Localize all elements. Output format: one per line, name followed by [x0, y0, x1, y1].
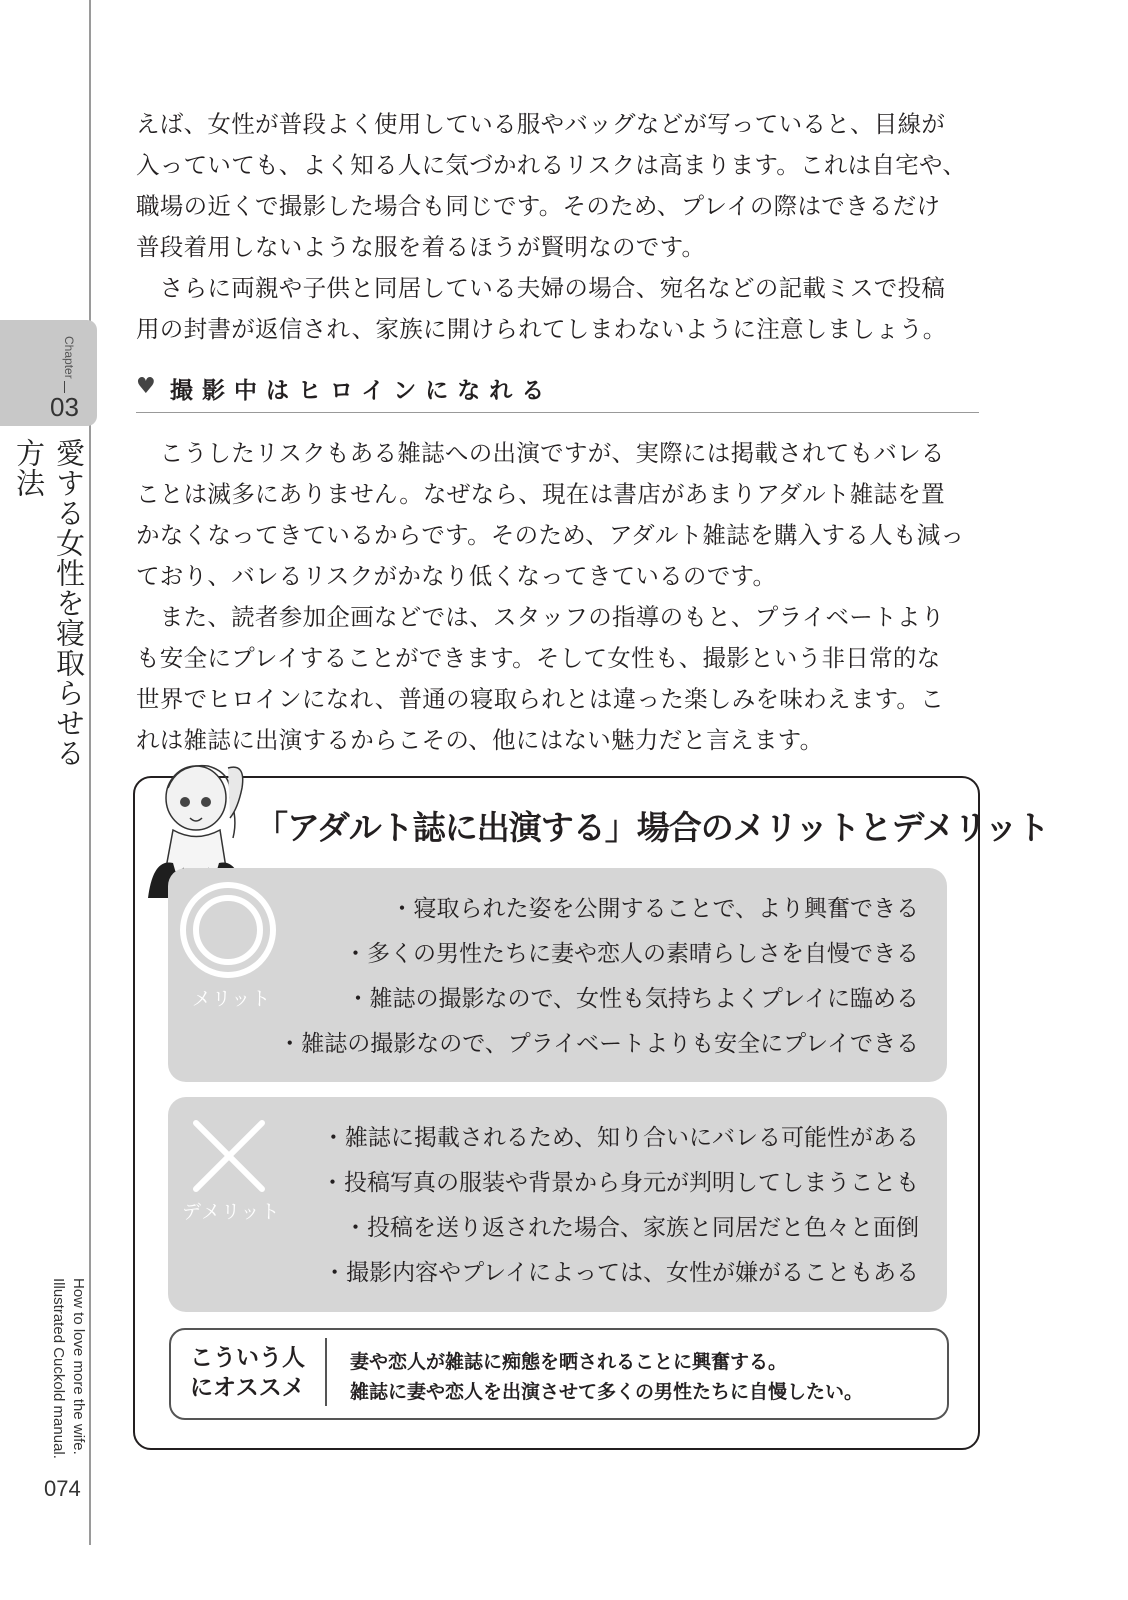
- recommendation-line: 妻や恋人が雑誌に痴態を晒されることに興奮する。: [350, 1351, 788, 1373]
- chapter-label: Chapter: [62, 336, 76, 379]
- text-line: ており、バレるリスクがかなり低くなってきているのです。: [136, 562, 777, 590]
- cross-icon: [190, 1117, 268, 1195]
- demerit-item: ・撮影内容やプレイによっては、女性が嫌がることもある: [323, 1260, 919, 1286]
- text-line: かなくなってきているからです。そのため、アダルト雑誌を購入する人も減っ: [136, 521, 965, 549]
- section-heading-text: 撮影中はヒロインになれる: [170, 378, 554, 404]
- text-line: 職場の近くで撮影した場合も同じです。そのため、プレイの際はできるだけ: [136, 192, 941, 220]
- heart-icon: ♥: [136, 374, 156, 399]
- english-title-line: Illustrated Cuckold manual.: [50, 1278, 67, 1459]
- merit-panel: [168, 868, 947, 1082]
- text-line: 世界でヒロインになれ、普通の寝取られとは違った楽しみを味わえます。こ: [136, 685, 945, 713]
- demerit-item: ・投稿を送り返された場合、家族と同居だと色々と面倒: [344, 1215, 919, 1241]
- text-line: また、読者参加企画などでは、スタッフの指導のもと、プライベートより: [136, 603, 945, 631]
- merit-label: メリット: [192, 988, 272, 1010]
- merit-item: ・寝取られた姿を公開することで、より興奮できる: [390, 896, 919, 922]
- demerit-item: ・雑誌に掲載されるため、知り合いにバレる可能性がある: [321, 1125, 919, 1151]
- chapter-title-vertical: 愛する女性を寝取らせる方法: [12, 438, 86, 768]
- text-line: 用の封書が返信され、家族に開けられてしまわないように注意しましょう。: [136, 315, 947, 343]
- circle-icon: [176, 878, 280, 982]
- text-line: 普段着用しないような服を着るほうが賢明なのです。: [136, 233, 706, 261]
- english-title-line: How to love more the wife.: [70, 1278, 87, 1455]
- text-line: 入っていても、よく知る人に気づかれるリスクは高まります。これは自宅や、: [136, 151, 967, 179]
- section-heading: [136, 368, 979, 413]
- merit-item: ・雑誌の撮影なので、プライベートよりも安全にプレイできる: [278, 1031, 919, 1057]
- text-line: こうしたリスクもある雑誌への出演ですが、実際には掲載されてもバレる: [136, 439, 945, 467]
- recommendation-divider: [325, 1338, 327, 1406]
- demerit-panel: [168, 1097, 947, 1312]
- body-paragraph-1: [136, 104, 986, 350]
- chapter-number: 03: [50, 392, 79, 422]
- text-line: さらに両親や子供と同居している夫婦の場合、宛名などの記載ミスで投稿: [136, 274, 946, 302]
- recommendation-heading-line: こういう人: [190, 1345, 305, 1371]
- page-number: 074: [44, 1476, 81, 1501]
- text-line: ことは滅多にありません。なぜなら、現在は書店があまりアダルト雑誌を置: [136, 480, 945, 508]
- text-line: も安全にプレイすることができます。そして女性も、撮影という非日常的な: [136, 644, 941, 672]
- margin-rule: [89, 0, 91, 1545]
- box-title: 「アダルト誌に出演する」場合のメリットとデメリット: [255, 808, 1049, 847]
- demerit-label: デメリット: [182, 1201, 281, 1223]
- body-paragraph-2: [136, 433, 986, 761]
- demerit-item: ・投稿写真の服装や背景から身元が判明してしまうことも: [321, 1170, 919, 1196]
- english-title: [44, 1278, 88, 1478]
- text-line: れは雑誌に出演するからこその、他にはない魅力だと言えます。: [136, 726, 824, 754]
- merit-item: ・雑誌の撮影なので、女性も気持ちよくプレイに臨める: [346, 986, 919, 1012]
- recommendation-heading: [190, 1343, 320, 1403]
- recommendation-heading-line: にオススメ: [190, 1375, 305, 1401]
- recommendation-line: 雑誌に妻や恋人を出演させて多くの男性たちに自慢したい。: [350, 1381, 864, 1403]
- merit-item: ・多くの男性たちに妻や恋人の素晴らしさを自慢できる: [344, 941, 919, 967]
- recommendation-text: [350, 1347, 863, 1407]
- text-line: えば、女性が普段よく使用している服やバッグなどが写っていると、目線が: [136, 110, 946, 138]
